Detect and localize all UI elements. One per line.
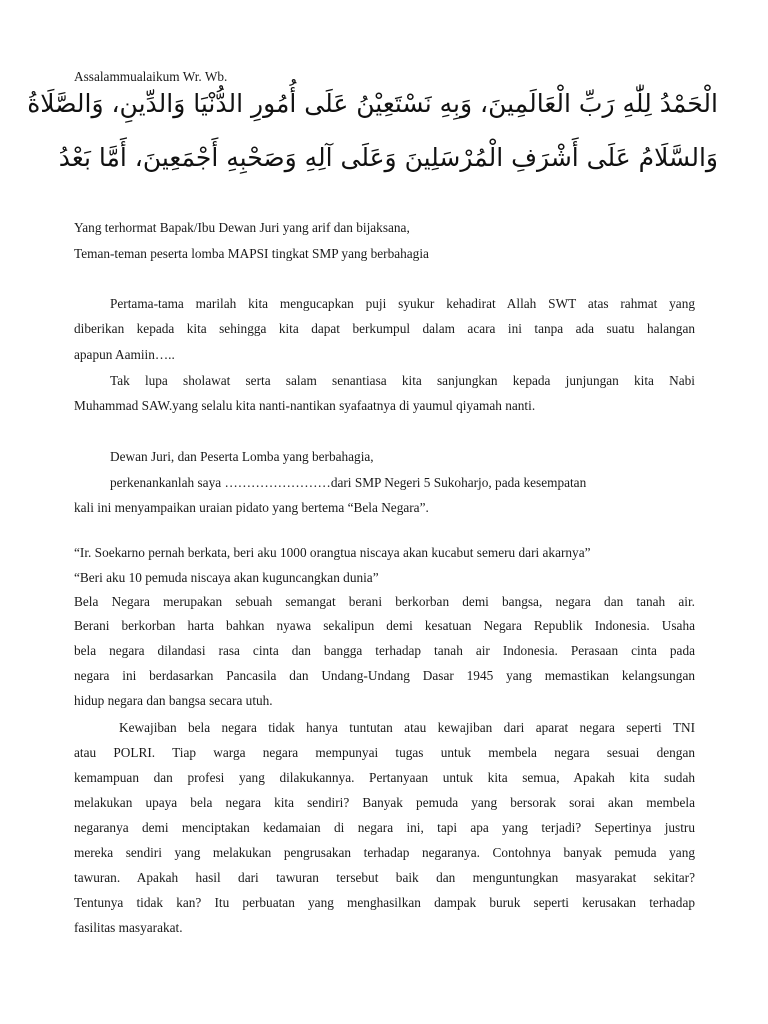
salam-line: Assalammualaikum Wr. Wb. — [74, 69, 228, 84]
kewajiban-paragraph-line: atau POLRI. Tiap warga negara mempunyai tugas untuk membela negara sesuai dengan — [74, 745, 695, 760]
address-line-3: kali ini menyampaikan uraian pidato yang bertema “Bela Negara”. — [74, 500, 429, 515]
sholawat-paragraph-line: Muhammad SAW.yang selalu kita nanti-nantikan syafaatnya di yaumul qiyamah nanti. — [74, 398, 536, 413]
quote-line-1: “Ir. Soekarno pernah berkata, beri aku 1000 orangtua niscaya akan kucabut semeru dari akarnya” — [74, 545, 591, 560]
bela-negara-paragraph-line: Berani berkorban harta bahkan nyawa sekalipun demi kesatuan Negara Republik Indonesia. Usaha — [74, 618, 695, 633]
greeting-line-2: Teman-teman peserta lomba MAPSI tingkat SMP yang berbahagia — [74, 246, 429, 261]
kewajiban-paragraph-line: fasilitas masyarakat. — [74, 920, 183, 935]
kewajiban-paragraph-line: negaranya demi menciptakan kedamaian di negara ini, tapi apa yang terjadi? Sepertinya justru — [74, 820, 695, 835]
arabic-opening-line-2: وَالسَّلَامُ عَلَى أَشْرَفِ الْمُرْسَلِينَ وَعَلَى آلِهِ وَصَحْبِهِ أَجْمَعِينَ، أَمَّا بَعْدُ — [58, 143, 718, 172]
arabic-opening-line-1: الْحَمْدُ لِلّٰهِ رَبِّ الْعَالَمِينَ، وَبِهِ نَسْتَعِيْنُ عَلَى أُمُورِ الدُّنْيَا وَالدِّينِ، وَالصَّلَاةُ — [27, 89, 718, 118]
bela-negara-paragraph-line: hidup negara dan bangsa secara utuh. — [74, 693, 273, 708]
quote-line-2: “Beri aku 10 pemuda niscaya akan kuguncangkan dunia” — [74, 570, 379, 585]
opening-paragraph-line: apapun Aamiin….. — [74, 347, 175, 362]
bela-negara-paragraph-line: Bela Negara merupakan sebuah semangat berani berkorban demi bangsa, negara dan tanah air. — [74, 594, 695, 609]
address-line-1: Dewan Juri, dan Peserta Lomba yang berbahagia, — [110, 449, 374, 464]
kewajiban-paragraph-line: kemampuan dan profesi yang dilakukannya. Pertanyaan untuk kita semua, Apakah kita sudah — [74, 770, 695, 785]
kewajiban-paragraph-line: Kewajiban bela negara tidak hanya tuntutan atau kewajiban dari aparat negara seperti TNI — [119, 720, 695, 735]
opening-paragraph-line: Pertama-tama marilah kita mengucapkan puji syukur kehadirat Allah SWT atas rahmat yang — [110, 296, 695, 311]
sholawat-paragraph-line: Tak lupa sholawat serta salam senantiasa kita sanjungkan kepada junjungan kita Nabi — [110, 373, 695, 388]
greeting-line-1: Yang terhormat Bapak/Ibu Dewan Juri yang arif dan bijaksana, — [74, 220, 410, 235]
kewajiban-paragraph-line: Tentunya tidak kan? Itu perbuatan yang menghasilkan dampak buruk seperti kerusakan terhadap — [74, 895, 695, 910]
kewajiban-paragraph-line: melakukan upaya bela negara kita sendiri? Banyak pemuda yang bersorak sorai akan membela — [74, 795, 695, 810]
address-line-2: perkenankanlah saya ……………………dari SMP Negeri 5 Sukoharjo, pada kesempatan — [110, 475, 587, 490]
kewajiban-paragraph-line: tawuran. Apakah hasil dari tawuran tersebut baik dan menguntungkan masyarakat sekitar? — [74, 870, 695, 885]
kewajiban-paragraph-line: mereka sendiri yang melakukan pengrusakan terhadap negaranya. Contohnya banyak pemuda yang — [74, 845, 695, 860]
opening-paragraph-line: diberikan kepada kita sehingga kita dapat berkumpul dalam acara ini tanpa ada suatu halangan — [74, 321, 695, 336]
bela-negara-paragraph-line: negara ini berdasarkan Pancasila dan Undang-Undang Dasar 1945 yang memastikan kelangsungan — [74, 668, 695, 683]
bela-negara-paragraph-line: bela negara dilandasi rasa cinta dan bangga terhadap tanah air Indonesia. Perasaan cinta pada — [74, 643, 695, 658]
